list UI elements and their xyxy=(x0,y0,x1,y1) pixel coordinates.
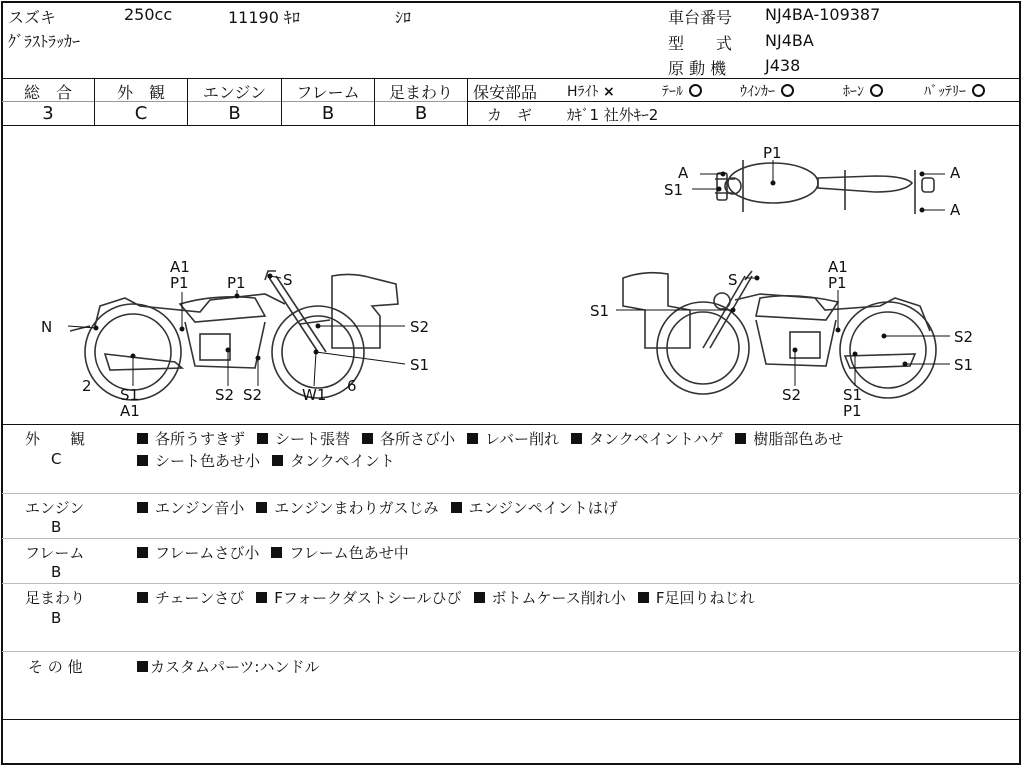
label-top-a-left: A xyxy=(678,164,689,182)
label-right-s1: S1 xyxy=(954,356,974,374)
label-right-s2: S2 xyxy=(954,328,974,346)
label-right-s1-left: S1 xyxy=(590,302,610,320)
note-grade-suspension: B xyxy=(51,609,62,627)
bullet-square-icon xyxy=(474,592,485,603)
bullet-square-icon xyxy=(735,433,746,444)
label-right-s: S xyxy=(728,271,738,289)
label-right-p1-top: P1 xyxy=(828,274,847,292)
bullet-square-icon xyxy=(271,547,282,558)
model-name: ｸﾞﾗｽﾄﾗｯｶｰ xyxy=(8,32,81,51)
displacement: 250cc xyxy=(124,5,173,24)
safety-label: 保安部品 xyxy=(473,83,538,102)
bullet-square-icon xyxy=(272,455,283,466)
note-title-other: そ の 他 xyxy=(28,658,83,676)
ok-circle-icon xyxy=(972,84,985,97)
bullet-square-icon xyxy=(137,661,148,672)
label-top-a-right2: A xyxy=(950,201,961,219)
grade-label-engine: エンジン xyxy=(202,83,267,102)
safety-headlight: Hﾗｲﾄ × xyxy=(567,84,615,100)
type-label: 型 式 xyxy=(668,34,733,53)
label-right-a1-top: A1 xyxy=(828,258,848,276)
note-title-frame: フレーム xyxy=(25,544,85,562)
label-left-a1-top: A1 xyxy=(170,258,190,276)
label-left-s2-right: S2 xyxy=(410,318,430,336)
motorcycle-diagram xyxy=(0,126,1020,424)
safety-battery: ﾊﾞｯﾃﾘｰ xyxy=(924,81,985,101)
label-left-w1: W1 xyxy=(302,386,327,404)
label-right-p1-bottom: P1 xyxy=(843,402,862,420)
label-top-s1: S1 xyxy=(664,181,684,199)
bullet-square-icon xyxy=(137,592,148,603)
label-left-a1-bottom: A1 xyxy=(120,402,140,420)
bullet-square-icon xyxy=(362,433,373,444)
note-line-engine: エンジン音小 エンジンまわりガスじみ エンジンペイントはげ xyxy=(137,497,630,518)
label-top-p1: P1 xyxy=(763,144,782,162)
safety-horn: ﾎｰﾝ xyxy=(843,81,883,101)
bullet-square-icon xyxy=(137,547,148,558)
color: ｼﾛ xyxy=(395,8,412,27)
bullet-square-icon xyxy=(571,433,582,444)
note-line-frame: フレームさび小 フレーム色あせ中 xyxy=(137,542,421,563)
label-left-s: S xyxy=(283,271,293,289)
mileage: 11190 ｷﾛ xyxy=(228,8,300,27)
engine-label: 原 動 機 xyxy=(668,59,727,78)
bullet-square-icon xyxy=(451,502,462,513)
label-top-a-right1: A xyxy=(950,164,961,182)
engine-value: J438 xyxy=(765,56,801,75)
top-view-motorcycle xyxy=(715,160,934,214)
maker: スズキ xyxy=(8,8,57,27)
grade-value-engine: B xyxy=(228,103,241,124)
grade-value-frame: B xyxy=(321,103,335,124)
note-line-exterior-2: シート色あせ小 タンクペイント xyxy=(137,450,407,471)
key-value: ｶｷﾞ1 社外ｷｰ2 xyxy=(567,106,659,124)
grade-value-overall: 3 xyxy=(42,103,54,124)
note-grade-engine: B xyxy=(51,518,62,536)
ok-circle-icon xyxy=(689,84,702,97)
grade-value-exterior: C xyxy=(134,103,148,124)
grade-label-suspension: 足まわり xyxy=(388,83,453,102)
label-left-n: N xyxy=(41,318,53,336)
grade-label-overall: 総 合 xyxy=(23,83,72,102)
ok-circle-icon xyxy=(781,84,794,97)
bullet-square-icon xyxy=(137,502,148,513)
note-grade-frame: B xyxy=(51,563,62,581)
bullet-square-icon xyxy=(256,592,267,603)
bullet-square-icon xyxy=(137,455,148,466)
label-left-s2-b: S2 xyxy=(243,386,263,404)
note-title-exterior: 外 観 xyxy=(25,430,86,448)
label-left-6: 6 xyxy=(347,377,357,395)
note-line-other: カスタムパーツ:ハンドル xyxy=(137,656,331,677)
grade-label-frame: フレーム xyxy=(296,83,360,102)
label-left-p1-top: P1 xyxy=(170,274,189,292)
chassis-value: NJ4BA-109387 xyxy=(765,5,881,24)
ok-circle-icon xyxy=(870,84,883,97)
label-left-p1-tank: P1 xyxy=(227,274,246,292)
safety-winker: ｳｲﾝｶｰ xyxy=(740,81,794,101)
note-title-engine: エンジン xyxy=(25,499,85,517)
note-grade-exterior: C xyxy=(51,450,62,468)
label-left-2: 2 xyxy=(82,377,92,395)
bullet-square-icon xyxy=(256,502,267,513)
label-left-s1-bottom: S1 xyxy=(120,386,140,404)
grade-value-suspension: B xyxy=(414,103,428,124)
key-label: カ ギ xyxy=(487,106,533,124)
chassis-label: 車台番号 xyxy=(668,8,733,27)
right-side-motorcycle xyxy=(623,271,936,398)
label-left-s1-right: S1 xyxy=(410,356,430,374)
bullet-square-icon xyxy=(137,433,148,444)
type-value: NJ4BA xyxy=(765,31,814,50)
note-line-suspension: チェーンさび Fフォークダストシールひび ボトムケース削れ小 F足回りねじれ xyxy=(137,587,766,608)
note-title-suspension: 足まわり xyxy=(25,589,86,607)
note-line-exterior-1: 各所うすきず シート張替 各所さび小 レバー削れ タンクペイントハゲ 樹脂部色あせ xyxy=(137,428,843,449)
bullet-square-icon xyxy=(467,433,478,444)
bullet-square-icon xyxy=(638,592,649,603)
label-right-s2-bottom: S2 xyxy=(782,386,802,404)
label-right-s1-bottom: S1 xyxy=(843,386,863,404)
label-left-s2-a: S2 xyxy=(215,386,235,404)
safety-tail: ﾃｰﾙ xyxy=(662,81,702,101)
grade-label-exterior: 外 観 xyxy=(116,83,165,102)
bullet-square-icon xyxy=(257,433,268,444)
